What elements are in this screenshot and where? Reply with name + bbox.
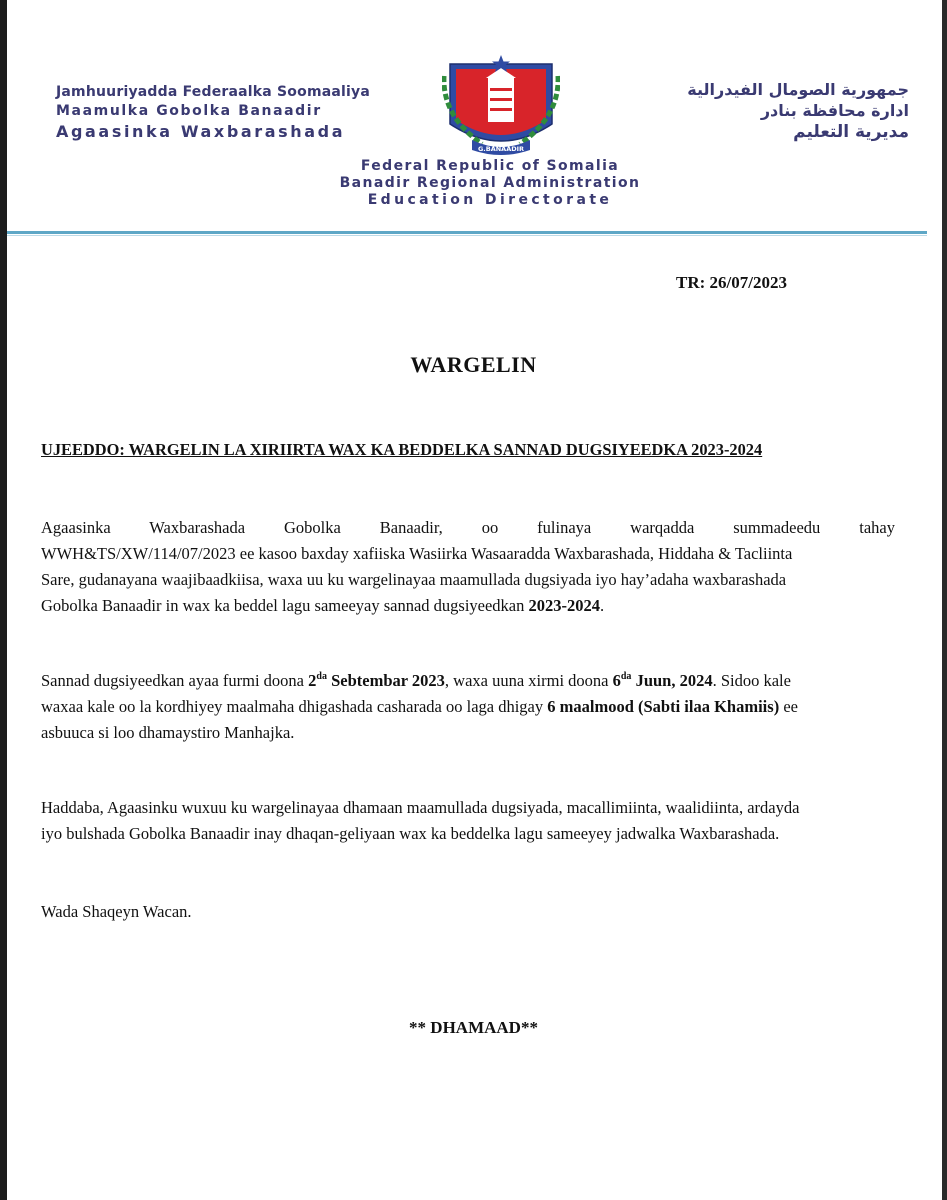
- paragraph2-line1: [41, 668, 895, 694]
- closing-line: Wada Shaqeyn Wacan.: [41, 902, 192, 921]
- paragraph-announcement: [41, 515, 895, 619]
- paragraph1-line2: WWH&TS/XW/114/07/2023 ee kasoo baxday xafiiska Wasiirka Wasaaradda Waxbarashada, Hiddaha & Tacliinta: [41, 544, 793, 563]
- end-mark: ** DHAMAAD**: [409, 1018, 538, 1037]
- document-title: WARGELIN: [410, 352, 537, 377]
- paragraph2-line2: [41, 694, 895, 720]
- study-days: 6 maalmood (Sabti ilaa Khamiis): [547, 697, 780, 716]
- paragraph2-text1: Sannad dugsiyeedkan ayaa furmi doona: [41, 671, 309, 690]
- letterhead-english-line2: Banadir Regional Administration: [339, 175, 641, 191]
- paragraph3-line2: iyo bulshada Gobolka Banaadir inay dhaqan-geliyaan wax ka beddelka lagu sameeyey jadwalka Waxbarashada.: [41, 824, 780, 843]
- letterhead-somali-line3: Agaasinka Waxbarashada: [56, 122, 346, 141]
- document-date: TR: 26/07/2023: [676, 273, 787, 292]
- paragraph-dates: [41, 668, 895, 746]
- paragraph1-line4-text: Gobolka Banaadir in wax ka beddel lagu sameeyay sannad dugsiyeedkan: [41, 596, 529, 615]
- close-day: 6: [612, 671, 621, 690]
- banadir-emblem-logo: [442, 54, 560, 160]
- close-day-suffix: da: [620, 671, 632, 682]
- letterhead-somali-line1: Jamhuuriyadda Federaalka Soomaaliya: [56, 84, 370, 100]
- letterhead-english-line1: Federal Republic of Somalia: [360, 158, 620, 174]
- header-divider-shadow: [7, 235, 927, 236]
- paragraph-call-to-action: [41, 795, 895, 847]
- paragraph1-line4: [41, 593, 895, 619]
- letterhead-english: [300, 158, 680, 208]
- letterhead-somali-line2: Maamulka Gobolka Banaadir: [56, 103, 322, 119]
- header-divider: [7, 231, 927, 234]
- letterhead-somali: [56, 84, 370, 141]
- school-open-date: [308, 671, 445, 690]
- document-subject: UJEEDDO: WARGELIN LA XIRIIRTA WAX KA BEDDELKA SANNAD DUGSIYEEDKA 2023-2024: [41, 440, 763, 459]
- paragraph3-line1: Haddaba, Agaasinku wuxuu ku wargelinayaa dhamaan maamullada dugsiyada, macallimiinta, waalidiinta, ardayda: [41, 798, 800, 817]
- letterhead-arabic-line1: جمهورية الصومال الفيدرالية: [687, 80, 909, 99]
- paragraph2-line3: asbuuca si loo dhamaystiro Manhajka.: [41, 723, 295, 742]
- paragraph1-line3: Sare, gudanayana waajibaadkiisa, waxa uu ku wargelinayaa maamullada dugsiyada iyo hay’adaha waxbarashada: [41, 570, 787, 589]
- school-close-date: [613, 671, 713, 690]
- open-month-year: Sebtembar 2023: [326, 671, 445, 690]
- letterhead-arabic: [687, 80, 909, 142]
- logo-label: G.BANAADIR: [477, 145, 525, 153]
- open-day-suffix: da: [316, 671, 327, 682]
- letterhead-english-line3: Education Directorate: [367, 192, 613, 208]
- paragraph2-line2-text: waxaa kale oo la kordhiyey maalmaha dhigashada casharada oo laga dhigay: [41, 697, 548, 716]
- paragraph1-line4-end: .: [600, 596, 605, 615]
- letterhead-arabic-line2: ادارة محافظة بنادر: [760, 101, 909, 120]
- open-day: 2: [308, 671, 317, 690]
- paragraph2-text2: , waxa uuna xirmi doona: [444, 671, 613, 690]
- paragraph2-line2-end: ee: [779, 697, 798, 716]
- paragraph1-year: 2023-2024: [528, 596, 601, 615]
- paragraph2-text3: . Sidoo kale: [712, 671, 791, 690]
- close-month-year: Juun, 2024: [631, 671, 713, 690]
- paragraph1-line1: Agaasinka Waxbarashada Gobolka Banaadir, oo fulinaya warqadda summadeedu tahay: [41, 518, 895, 537]
- letterhead-arabic-line3: مديرية التعليم: [793, 122, 909, 142]
